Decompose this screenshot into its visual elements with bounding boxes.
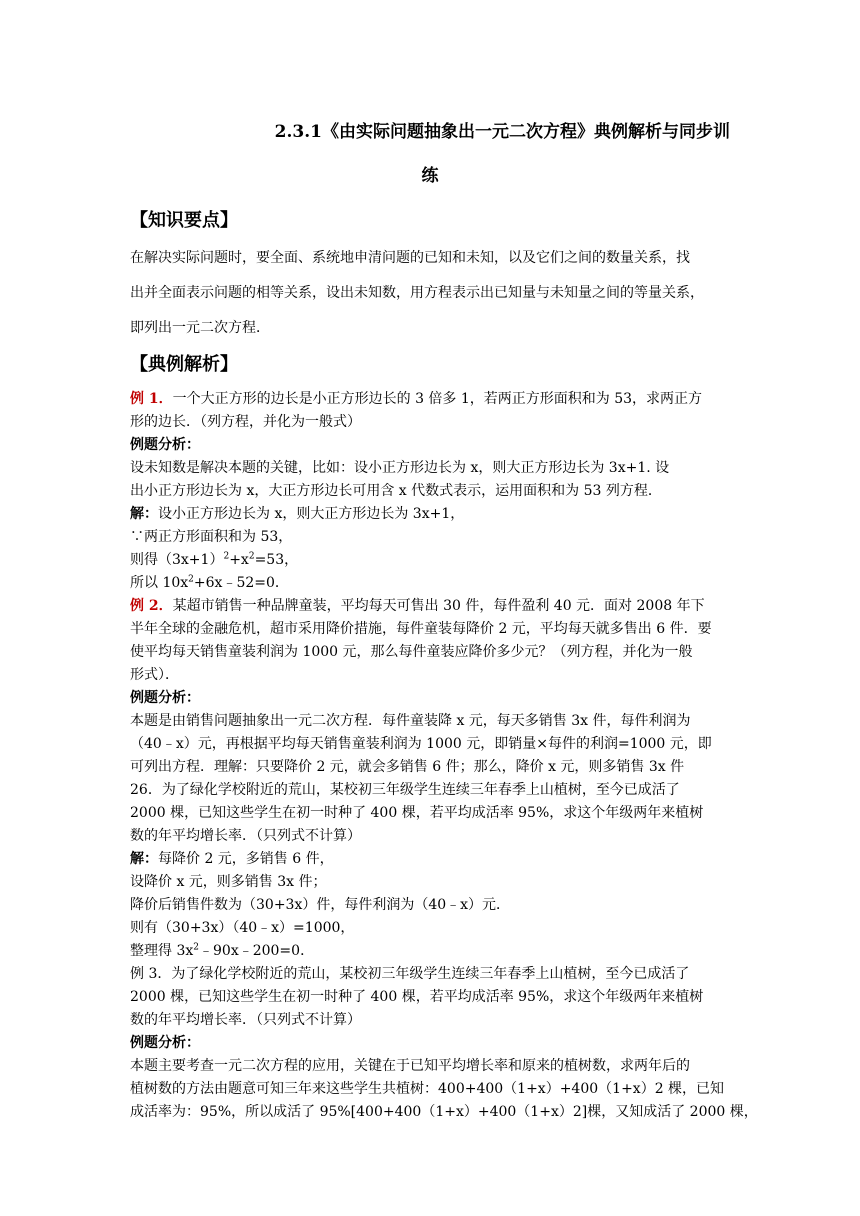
example2-solution-line: 则有（30+3x）（40﹣x）=1000， (130, 920, 355, 936)
example2-solution-line (130, 940, 730, 960)
example1-solution-line (130, 503, 730, 523)
exponent: 2 (193, 942, 199, 953)
example3-analysis-label: 例题分析： (130, 1035, 200, 1051)
example1-line: 形的边长．（列方程，并化为一般式） (130, 414, 361, 430)
example2-analysis-line: 2000 棵，已知这些学生在初一时种了 400 棵，若平均成活率 95%，求这个年级两年来植树 (130, 805, 704, 821)
knowledge-line: 在解决实际问题时，要全面、系统地申清问题的已知和未知，以及它们之间的数量关系，找 (130, 250, 690, 266)
solution-text: 每降价 2 元，多销售 6 件， (158, 851, 334, 867)
example1-line (130, 388, 730, 408)
solution-text: 设小正方形边长为 x，则大正方形边长为 3x+1， (158, 506, 465, 522)
exponent: 2 (188, 574, 194, 585)
solution-label: 解： (130, 506, 158, 522)
example1-text: 一个大正方形的边长是小正方形边长的 3 倍多 1，若两正方形面积和为 53，求两正方 (172, 391, 703, 407)
example2-line: 半年全球的金融危机，超市采用降价措施，每件童装每降价 2 元，平均每天就多售出 6 件．要 (130, 621, 712, 637)
example1-solution-line: ∵两正方形面积和为 53， (130, 529, 293, 545)
section-heading-examples: 【典例解析】 (130, 354, 238, 375)
equation-part: 则得（3x+1） (130, 552, 224, 568)
equation-part: ﹣90x﹣200=0． (199, 943, 315, 959)
example2-solution-line: 降价后销售件数为（30+3x）件，每件利润为（40﹣x）元． (130, 897, 511, 913)
example2-solution-line (130, 848, 730, 868)
section-heading-knowledge: 【知识要点】 (130, 210, 238, 231)
example3-line: 例 3．为了绿化学校附近的荒山，某校初三年级学生连续三年春季上山植树，至今已成活了 (130, 966, 690, 982)
exponent: 2 (223, 551, 230, 562)
example2-analysis-line: 数的年平均增长率．（只列式不计算） (130, 828, 361, 844)
example3-line: 2000 棵，已知这些学生在初一时种了 400 棵，若平均成活率 95%，求这个年级两年来植树 (130, 989, 704, 1005)
example2-line: 形式）． (130, 667, 179, 683)
knowledge-line: 出并全面表示问题的相等关系，设出未知数，用方程表示出已知量与未知量之间的等量关系， (130, 285, 704, 301)
example1-solution-line (130, 572, 730, 592)
example1-analysis-label: 例题分析： (130, 437, 200, 453)
document-title-line1: 2.3.1《由实际问题抽象出一元二次方程》典例解析与同步训 (274, 122, 730, 142)
example1-solution-line (130, 549, 730, 569)
document-title-line2: 练 (421, 166, 439, 186)
example2-analysis-line: 26．为了绿化学校附近的荒山，某校初三年级学生连续三年春季上山植树，至今已成活了 (130, 782, 680, 798)
example2-solution-line: 设降价 x 元，则多销售 3x 件； (130, 874, 327, 890)
equation-part: 整理得 3x (130, 943, 194, 959)
example3-line: 数的年平均增长率．（只列式不计算） (130, 1012, 361, 1028)
example2-line: 使平均每天销售童装利润为 1000 元，那么每件童装应降价多少元？（列方程，并化为一般 (130, 644, 693, 660)
example2-analysis-line: （40﹣x）元，再根据平均每天销售童装利润为 1000 元，即销量×每件的利润=1000 元，即 (130, 736, 712, 752)
solution-label: 解： (130, 851, 158, 867)
equation-part: +6x﹣52=0． (193, 575, 289, 591)
example3-analysis-line: 植树数的方法由题意可知三年来这些学生共植树：400+400（1+x）+400（1+x）2 棵，已知 (130, 1081, 725, 1097)
example3-analysis-line: 本题主要考查一元二次方程的应用，关键在于已知平均增长率和原来的植树数，求两年后的 (130, 1058, 690, 1074)
equation-part: +x (229, 552, 249, 568)
example1-analysis-line: 设未知数是解决本题的关键，比如：设小正方形边长为 x，则大正方形边长为 3x+1. 设 (130, 460, 670, 476)
example1-analysis-line: 出小正方形边长为 x，大正方形边长可用含 x 代数式表示，运用面积和为 53 列方程． (130, 483, 662, 499)
example2-line (130, 595, 730, 615)
exponent: 2 (248, 551, 255, 562)
equation-part: =53， (254, 552, 299, 568)
example2-analysis-label: 例题分析： (130, 690, 200, 706)
example2-text: 某超市销售一种品牌童装，平均每天可售出 30 件，每件盈利 40 元．面对 2008 年下 (172, 598, 705, 614)
example3-analysis-line: 成活率为：95%，所以成活了 95%[400+400（1+x）+400（1+x）2]棵，又知成活了 2000 棵， (130, 1104, 758, 1120)
example1-label: 例 1． (130, 391, 173, 407)
example2-analysis-line: 可列出方程．理解：只要降价 2 元，就会多销售 6 件；那么，降价 x 元，则多销售 3x 件 (130, 759, 685, 775)
example2-analysis-line: 本题是由销售问题抽象出一元二次方程．每件童装降 x 元，每天多销售 3x 件，每件利润为 (130, 713, 691, 729)
knowledge-line: 即列出一元二次方程． (130, 320, 270, 336)
equation-part: 所以 10x (130, 575, 189, 591)
example2-label: 例 2． (130, 598, 173, 614)
